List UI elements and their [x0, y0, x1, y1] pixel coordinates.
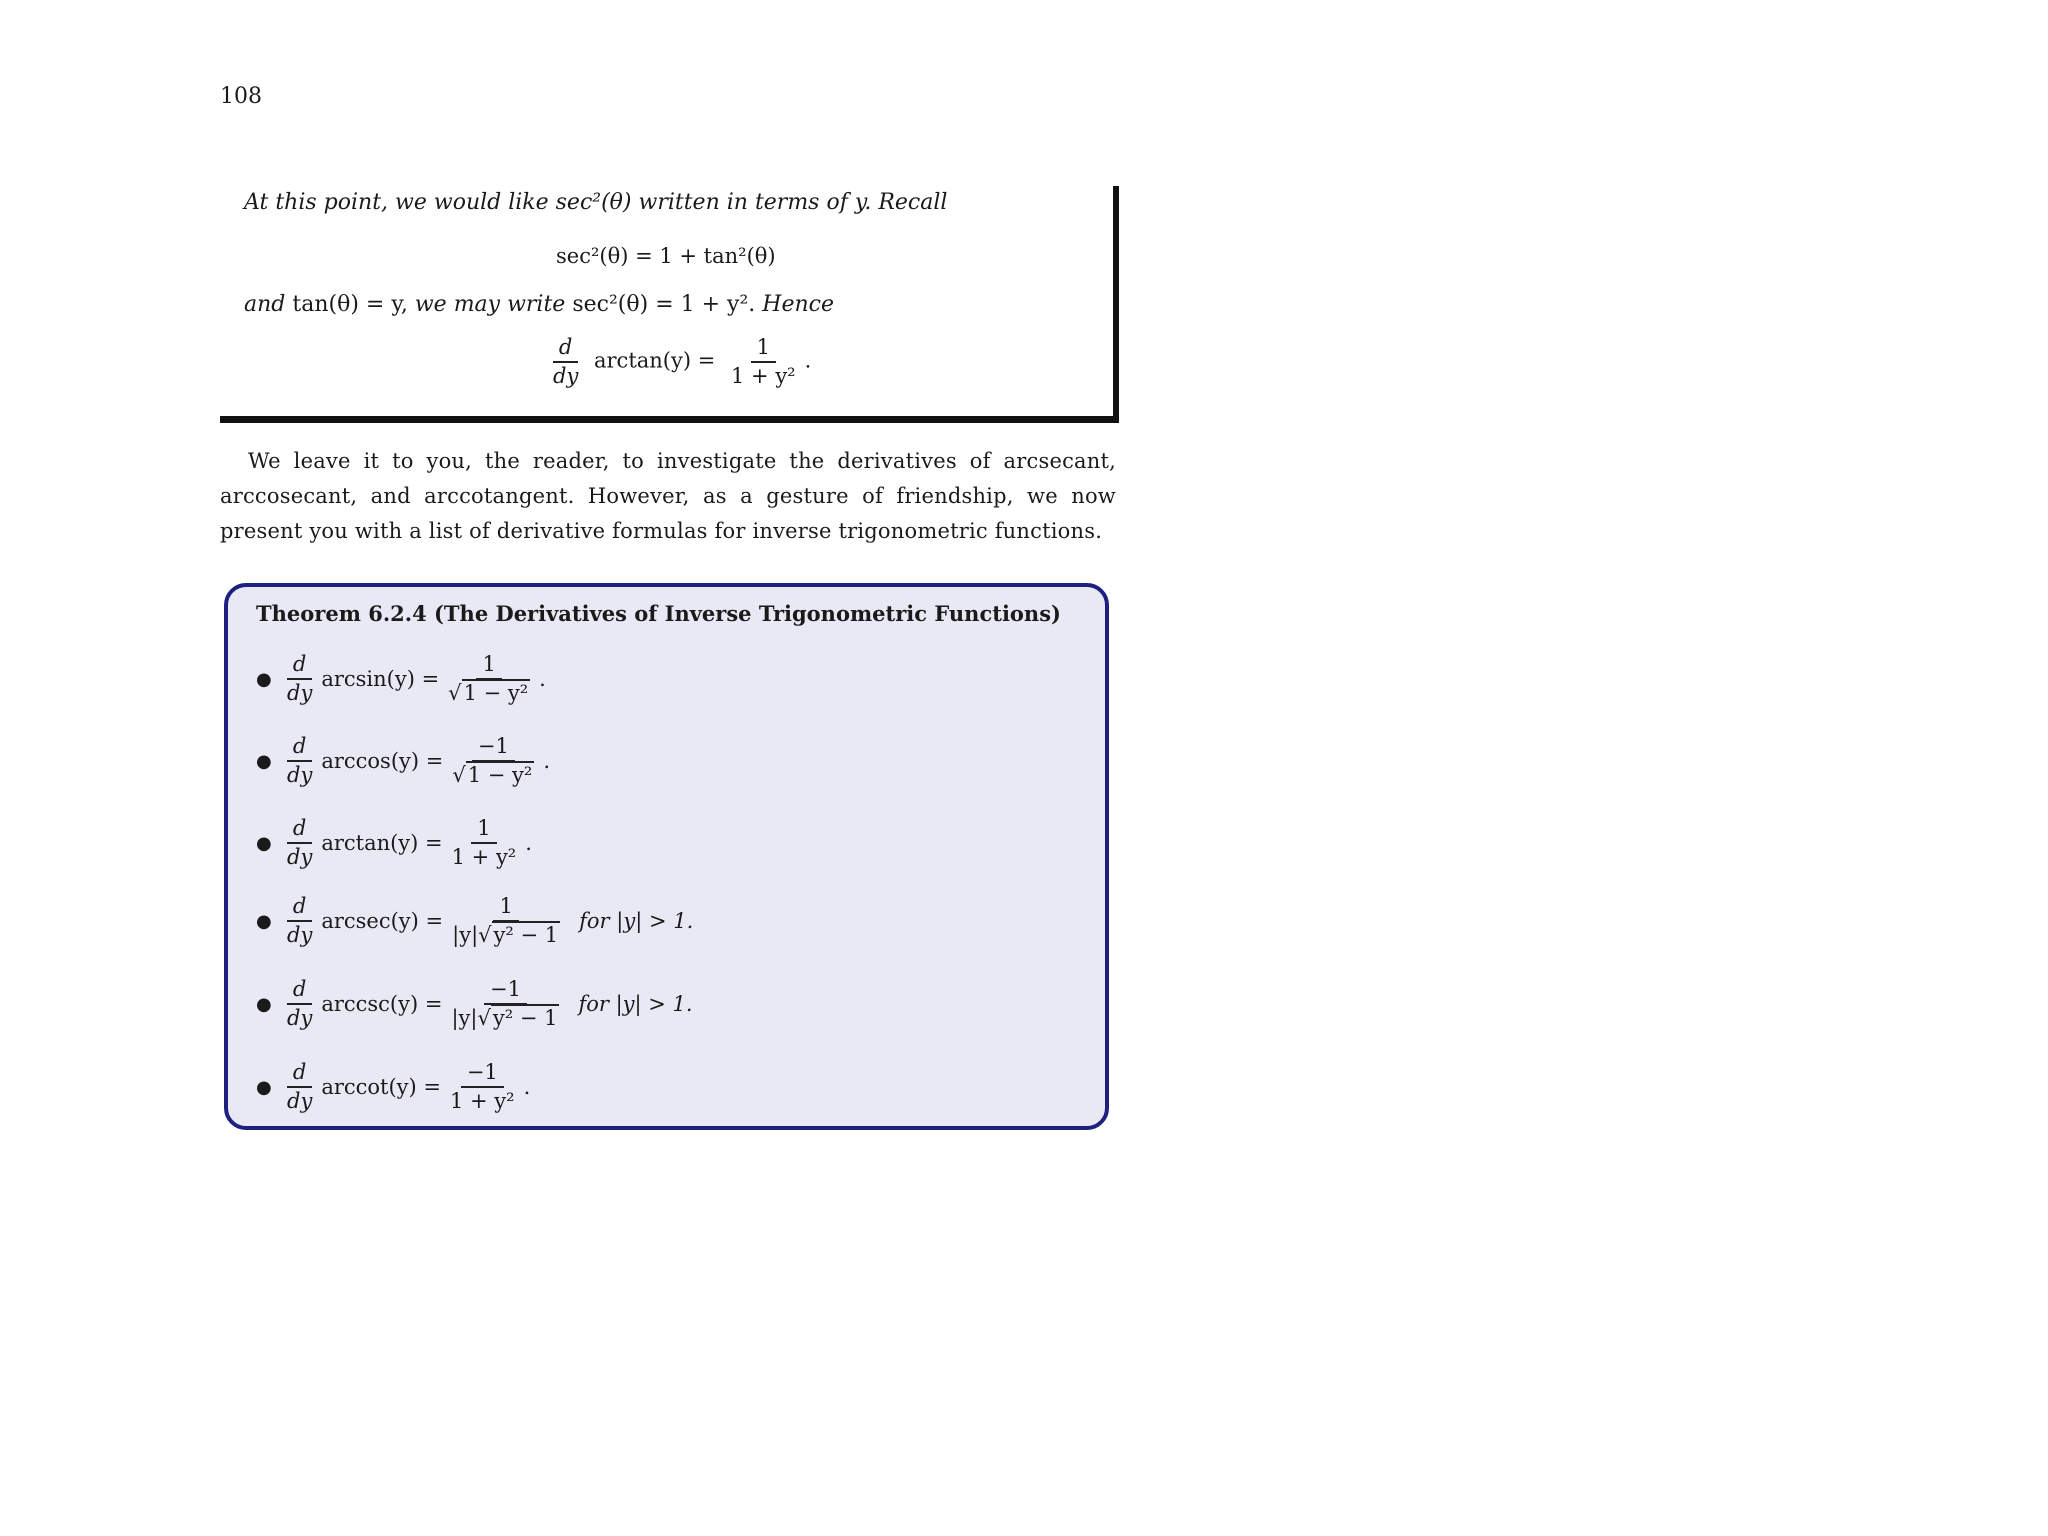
rhs-fraction	[446, 817, 523, 869]
function-label: arcsin(y) =	[321, 667, 440, 691]
function-label: arccsc(y) =	[321, 992, 443, 1016]
formula-period: .	[523, 1075, 531, 1099]
formula-period: .	[525, 831, 532, 855]
bullet-icon: ●	[256, 668, 272, 690]
result-period: .	[804, 348, 812, 373]
radicand: y² − 1	[492, 1006, 558, 1030]
proof-line-2-hence: Hence	[762, 292, 835, 317]
d-numerator: d	[287, 1061, 312, 1088]
bullet-icon: ●	[256, 750, 272, 772]
proof-line-2	[244, 292, 834, 317]
proof-line-2-tan: tan(θ) = y,	[292, 292, 408, 317]
square-root	[448, 682, 530, 705]
d-numerator: d	[287, 895, 312, 922]
rhs-denominator	[442, 680, 536, 705]
formula-arccsc	[256, 968, 693, 1040]
rhs-fraction	[445, 978, 565, 1030]
proof-line-2-eq: sec²(θ) = 1 + y².	[572, 292, 756, 317]
formula-arccot	[256, 1051, 530, 1123]
arctan-result	[544, 336, 811, 388]
bullet-icon: ●	[256, 832, 272, 854]
formula-arcsin	[256, 643, 546, 715]
theorem-title: Theorem 6.2.4 (The Derivatives of Inverse Trigonometric Functions)	[256, 601, 1061, 626]
proof-line-1: At this point, we would like sec²(θ) written in terms of y. Recall	[244, 190, 948, 215]
bullet-icon: ●	[256, 910, 272, 932]
formula-period: .	[543, 749, 551, 773]
result-denominator: 1 + y²	[731, 364, 796, 389]
radical-icon: √	[477, 1006, 491, 1030]
rhs-fraction	[442, 653, 536, 705]
rhs-fraction	[446, 735, 540, 787]
bullet-icon: ●	[256, 993, 272, 1015]
square-root	[452, 764, 534, 787]
domain-condition: for |y| > 1.	[579, 909, 694, 933]
rhs-numerator: −1	[472, 735, 515, 762]
d-numerator: d	[287, 817, 312, 844]
d-numerator: d	[287, 735, 312, 762]
radicand: 1 − y²	[467, 763, 533, 787]
rhs-denominator: 1 + y²	[451, 845, 517, 869]
formula-arccos	[256, 725, 550, 797]
formula-arcsec	[256, 885, 693, 957]
result-function: arctan(y) =	[594, 348, 716, 373]
proof-line-2-text: we may write	[414, 292, 566, 317]
result-fraction	[725, 336, 802, 388]
derivative-operator	[281, 895, 318, 947]
abs-y: |y|	[452, 923, 479, 947]
rhs-denominator	[445, 1005, 565, 1030]
formula-period: .	[539, 667, 546, 691]
dy-denominator: dy	[287, 763, 313, 787]
rhs-fraction	[446, 895, 566, 947]
rhs-numerator: 1	[471, 817, 496, 844]
radical-icon: √	[452, 763, 466, 787]
sec-identity: sec²(θ) = 1 + tan²(θ)	[556, 244, 776, 268]
rhs-denominator	[446, 922, 566, 947]
rhs-numerator: −1	[461, 1061, 504, 1088]
dy-denominator: dy	[287, 1089, 313, 1113]
square-root	[477, 1007, 559, 1030]
d-numerator: d	[553, 336, 578, 363]
abs-y: |y|	[451, 1006, 478, 1030]
proof-line-2-prefix: and	[244, 292, 286, 317]
derivative-operator	[281, 1061, 318, 1113]
square-root	[478, 924, 560, 947]
result-numerator: 1	[751, 336, 776, 363]
d-numerator: d	[287, 978, 312, 1005]
rhs-denominator: 1 + y²	[450, 1089, 515, 1113]
derivative-operator	[281, 978, 318, 1030]
radical-icon: √	[448, 681, 462, 705]
dy-denominator: dy	[287, 845, 313, 869]
radicand: y² − 1	[493, 923, 559, 947]
theorem-box	[224, 583, 1109, 1130]
rhs-numerator: 1	[476, 653, 501, 680]
derivative-operator	[281, 653, 318, 705]
function-label: arccot(y) =	[321, 1075, 441, 1099]
dy-denominator: dy	[287, 1006, 313, 1030]
dy-denominator: dy	[553, 364, 579, 389]
radical-icon: √	[478, 923, 492, 947]
dy-denominator: dy	[287, 681, 313, 705]
page-number: 108	[220, 84, 262, 109]
derivative-operator	[281, 735, 318, 787]
formula-arctan	[256, 807, 532, 879]
derivative-operator	[281, 817, 318, 869]
rhs-numerator: 1	[493, 895, 518, 922]
function-label: arcsec(y) =	[321, 909, 444, 933]
function-label: arccos(y) =	[321, 749, 444, 773]
function-label: arctan(y) =	[321, 831, 443, 855]
rhs-numerator: −1	[484, 978, 527, 1005]
rhs-fraction	[444, 1061, 521, 1113]
proof-box	[220, 186, 1119, 423]
derivative-operator	[547, 336, 584, 388]
domain-condition: for |y| > 1.	[578, 992, 693, 1016]
dy-denominator: dy	[287, 923, 313, 947]
rhs-denominator	[446, 762, 540, 787]
bullet-icon: ●	[256, 1076, 272, 1098]
radicand: 1 − y²	[463, 681, 529, 705]
d-numerator: d	[287, 653, 312, 680]
body-paragraph: We leave it to you, the reader, to investigate the derivatives of arcsecant, arccosecant, and arccotangent. However, as a gesture of friendship, we now present you with a list of derivative formulas for inverse trigonometric functions.	[220, 449, 1116, 543]
